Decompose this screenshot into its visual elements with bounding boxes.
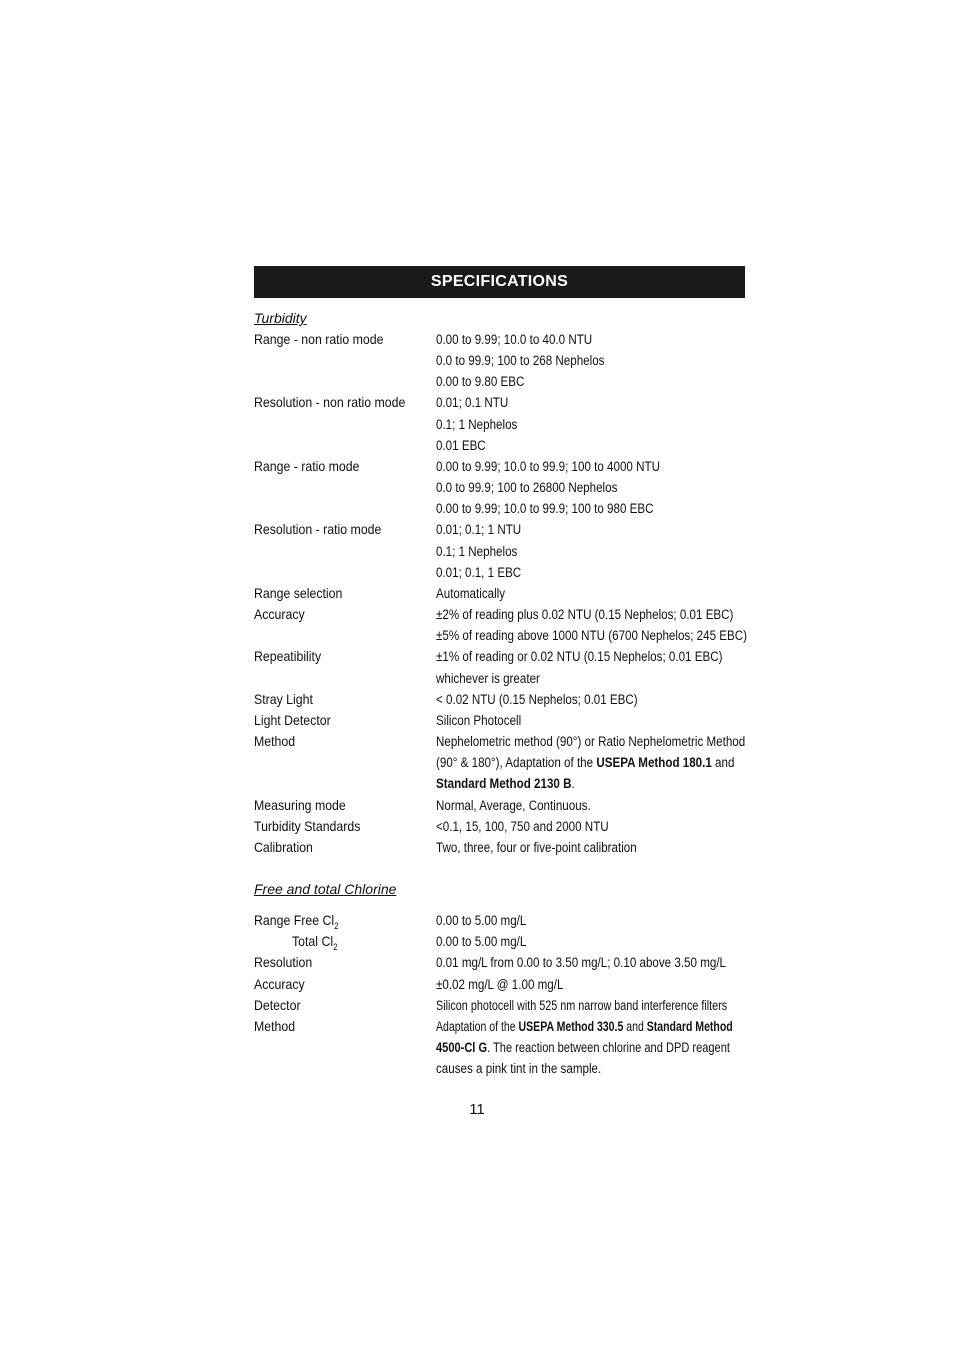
spec-label: Method xyxy=(254,733,296,749)
spec-label: Resolution - ratio mode xyxy=(254,521,382,537)
spec-label: Accuracy xyxy=(254,606,305,622)
spec-value: Automatically xyxy=(436,586,506,601)
spec-label: Resolution - non ratio mode xyxy=(254,394,406,410)
spec-value: ±1% of reading or 0.02 NTU (0.15 Nephelos; 0.01 EBC) xyxy=(436,649,723,664)
spec-value: 0.1; 1 Nephelos xyxy=(436,544,518,559)
spec-value: 0.1; 1 Nephelos xyxy=(436,417,518,432)
standard-method-reference: Standard Method 2130 B xyxy=(436,776,572,791)
label-text: Total Cl xyxy=(292,933,334,949)
turbidity-method-line-3 xyxy=(436,776,575,791)
spec-value: 0.01 EBC xyxy=(436,438,486,453)
method-text: Adaptation of the xyxy=(436,1019,519,1034)
spec-label: Measuring mode xyxy=(254,797,346,813)
turbidity-section-title: Turbidity xyxy=(254,310,307,326)
spec-value: Silicon photocell with 525 nm narrow band interference filters xyxy=(436,998,728,1013)
method-text: . xyxy=(571,776,575,791)
header-title: SPECIFICATIONS xyxy=(430,273,569,290)
spec-label: Stray Light xyxy=(254,691,313,707)
spec-value: Two, three, four or five-point calibration xyxy=(436,840,637,855)
usepa-method-reference: USEPA Method 330.5 xyxy=(518,1019,624,1034)
page-number: 11 xyxy=(469,1101,485,1118)
spec-label: Range - non ratio mode xyxy=(254,331,384,347)
spec-value: 0.00 to 9.80 EBC xyxy=(436,374,525,389)
spec-value: 0.00 to 5.00 mg/L xyxy=(436,913,527,928)
spec-label: Calibration xyxy=(254,839,313,855)
spec-value: whichever is greater xyxy=(436,671,540,686)
total-cl2-label xyxy=(292,933,337,952)
spec-value: 0.01; 0.1; 1 NTU xyxy=(436,522,522,537)
spec-label: Turbidity Standards xyxy=(254,818,361,834)
standard-method-reference: 4500-Cl G xyxy=(436,1040,488,1055)
spec-label: Method xyxy=(254,1018,296,1034)
spec-value: ±2% of reading plus 0.02 NTU (0.15 Nephelos; 0.01 EBC) xyxy=(436,607,734,622)
spec-value: 0.00 to 5.00 mg/L xyxy=(436,934,527,949)
label-text: Range Free Cl xyxy=(254,912,335,928)
turbidity-method-line-1: Nephelometric method (90°) or Ratio Nephelometric Method xyxy=(436,734,746,749)
spec-label: Range - ratio mode xyxy=(254,458,360,474)
spec-label: Range selection xyxy=(254,585,343,601)
standard-method-reference: Standard Method xyxy=(646,1019,733,1034)
spec-label: Accuracy xyxy=(254,976,305,992)
method-text: (90° & 180°), Adaptation of the xyxy=(436,755,597,770)
spec-label: Detector xyxy=(254,997,301,1013)
spec-value: ±5% of reading above 1000 NTU (6700 Nephelos; 245 EBC) xyxy=(436,628,748,643)
spec-value: 0.0 to 99.9; 100 to 26800 Nephelos xyxy=(436,480,618,495)
spec-value: 0.01 mg/L from 0.00 to 3.50 mg/L; 0.10 above 3.50 mg/L xyxy=(436,955,727,970)
method-text: and xyxy=(711,755,735,770)
subscript: 2 xyxy=(334,920,339,931)
spec-label: Resolution xyxy=(254,954,313,970)
spec-value: <0.1, 15, 100, 750 and 2000 NTU xyxy=(436,819,609,834)
specifications-header xyxy=(254,266,745,298)
chlorine-method-line-3: causes a pink tint in the sample. xyxy=(436,1061,602,1076)
usepa-method-reference: USEPA Method 180.1 xyxy=(596,755,712,770)
turbidity-method-line-2 xyxy=(436,755,734,770)
spec-value: < 0.02 NTU (0.15 Nephelos; 0.01 EBC) xyxy=(436,692,638,707)
spec-value: 0.0 to 99.9; 100 to 268 Nephelos xyxy=(436,353,605,368)
spec-label: Repeatibility xyxy=(254,648,322,664)
chlorine-method-line-1 xyxy=(436,1019,733,1034)
spec-value: Normal, Average, Continuous. xyxy=(436,798,591,813)
method-text: and xyxy=(623,1019,647,1034)
range-free-cl2-label xyxy=(254,912,339,931)
spec-value: 0.00 to 9.99; 10.0 to 99.9; 100 to 4000 NTU xyxy=(436,459,660,474)
spec-value: 0.00 to 9.99; 10.0 to 40.0 NTU xyxy=(436,332,593,347)
method-text: . The reaction between chlorine and DPD reagent xyxy=(487,1040,730,1055)
subscript: 2 xyxy=(333,941,338,952)
chlorine-section-title: Free and total Chlorine xyxy=(254,881,397,897)
spec-value: 0.01; 0.1, 1 EBC xyxy=(436,565,522,580)
spec-value: ±0.02 mg/L @ 1.00 mg/L xyxy=(436,977,564,992)
spec-value: 0.00 to 9.99; 10.0 to 99.9; 100 to 980 EBC xyxy=(436,501,654,516)
spec-label: Light Detector xyxy=(254,712,331,728)
spec-value: 0.01; 0.1 NTU xyxy=(436,395,509,410)
chlorine-method-line-2 xyxy=(436,1040,730,1055)
spec-value: Silicon Photocell xyxy=(436,713,522,728)
